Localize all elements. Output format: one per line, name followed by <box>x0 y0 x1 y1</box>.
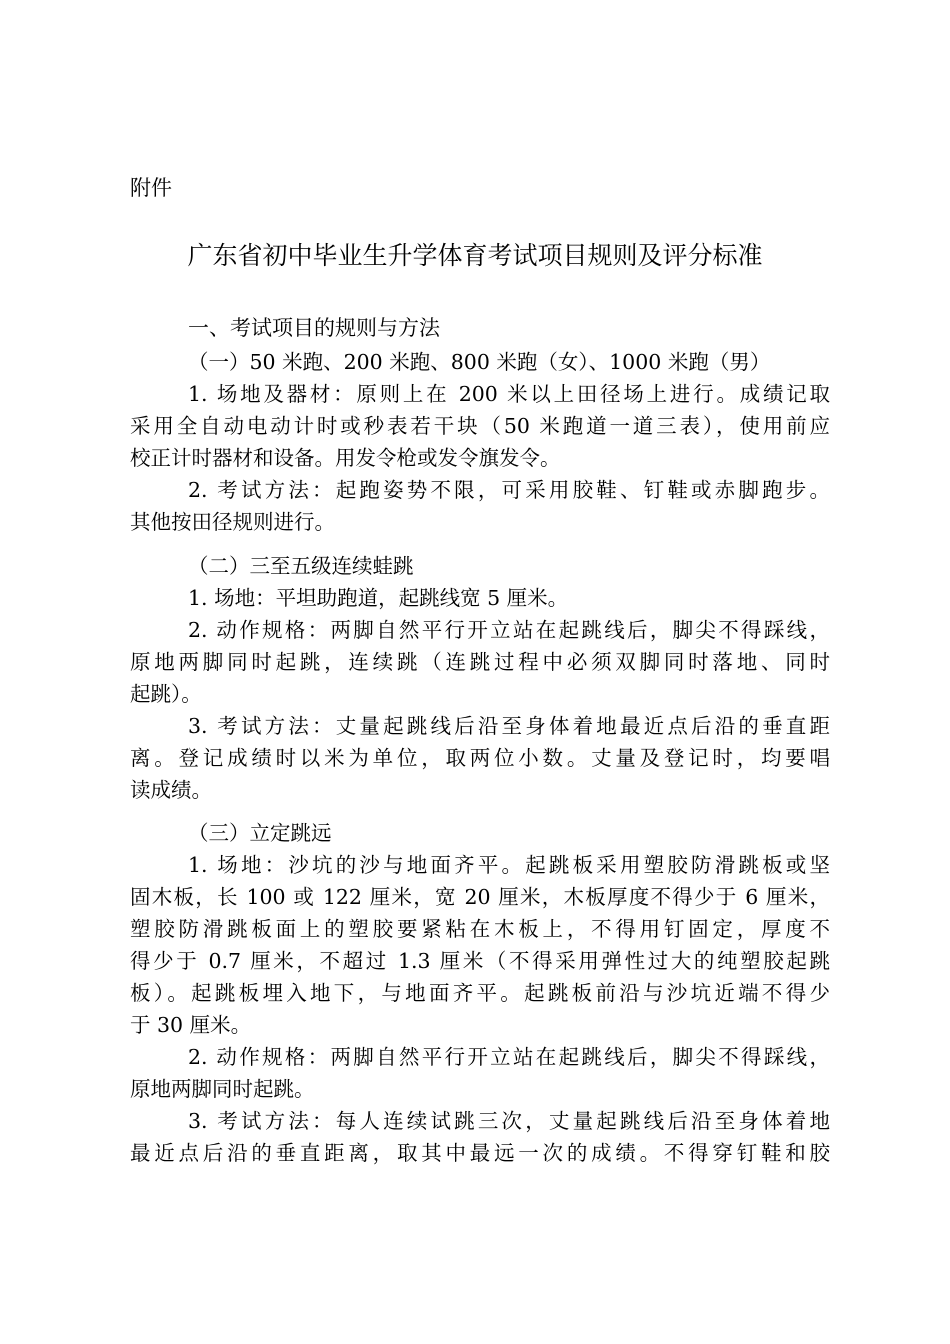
paragraph-line: 原地两脚同时起跳。 <box>130 1077 315 1101</box>
document-title: 广东省初中毕业生升学体育考试项目规则及评分标准 <box>187 241 763 270</box>
item-heading-frog-jump: （二）三至五级连续蛙跳 <box>188 554 414 578</box>
paragraph-line: 塑胶防滑跳板面上的塑胶要紧粘在木板上，不得用钉固定，厚度不 <box>130 917 830 941</box>
paragraph-line: 得少于 0.7 厘米，不超过 1.3 厘米（不得采用弹性过大的纯塑胶起跳 <box>130 949 830 973</box>
paragraph-line: 1. 场地：沙坑的沙与地面齐平。起跳板采用塑胶防滑跳板或坚 <box>188 853 830 877</box>
paragraph-line: 校正计时器材和设备。用发令枪或发令旗发令。 <box>130 446 561 470</box>
paragraph-line: 固木板，长 100 或 122 厘米，宽 20 厘米，木板厚度不得少于 6 厘米， <box>130 885 830 909</box>
paragraph-line: 原地两脚同时起跳，连续跳（连跳过程中必须双脚同时落地、同时 <box>130 650 830 674</box>
paragraph-line: 离。登记成绩时以米为单位，取两位小数。丈量及登记时，均要唱 <box>130 746 830 770</box>
paragraph-line: 3. 考试方法：丈量起跳线后沿至身体着地最近点后沿的垂直距 <box>188 714 830 738</box>
section-heading: 一、考试项目的规则与方法 <box>188 316 440 340</box>
paragraph-line: 其他按田径规则进行。 <box>130 510 335 534</box>
item-heading-standing-long-jump: （三）立定跳远 <box>188 821 332 845</box>
paragraph-line: 1. 场地及器材：原则上在 200 米以上田径场上进行。成绩记取 <box>188 382 830 406</box>
paragraph-line: 起跳）。 <box>130 682 202 706</box>
paragraph-line: 于 30 厘米。 <box>130 1013 252 1037</box>
paragraph-line: 最近点后沿的垂直距离，取其中最远一次的成绩。不得穿钉鞋和胶 <box>130 1141 830 1165</box>
paragraph-line: 采用全自动电动计时或秒表若干块（50 米跑道一道三表），使用前应 <box>130 414 830 438</box>
paragraph-line: 2. 动作规格：两脚自然平行开立站在起跳线后，脚尖不得踩线， <box>188 1045 830 1069</box>
paragraph-line: 3. 考试方法：每人连续试跳三次，丈量起跳线后沿至身体着地 <box>188 1109 830 1133</box>
paragraph-line: 2. 考试方法：起跑姿势不限，可采用胶鞋、钉鞋或赤脚跑步。 <box>188 478 830 502</box>
paragraph-line: 读成绩。 <box>130 778 212 802</box>
paragraph-line: 板）。起跳板埋入地下，与地面齐平。起跳板前沿与沙坑近端不得少 <box>130 981 830 1005</box>
attachment-label: 附件 <box>130 176 172 200</box>
paragraph-line: 1. 场地：平坦助跑道，起跳线宽 5 厘米。 <box>188 586 569 610</box>
item-heading-sprint: （一）50 米跑、200 米跑、800 米跑（女）、1000 米跑（男） <box>188 350 771 374</box>
paragraph-line: 2. 动作规格：两脚自然平行开立站在起跳线后，脚尖不得踩线， <box>188 618 830 642</box>
